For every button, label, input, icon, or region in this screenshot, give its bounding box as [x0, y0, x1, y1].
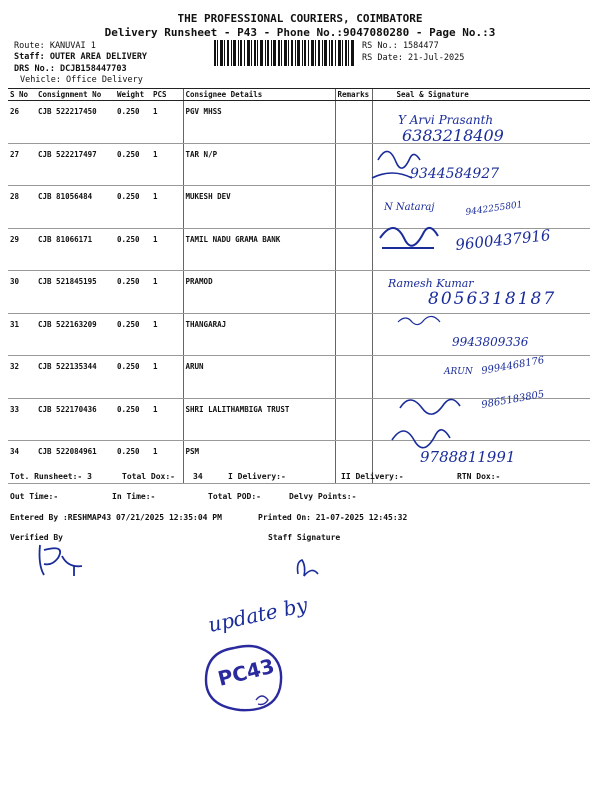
cell-pcs: 1 — [151, 441, 183, 484]
delvy-points-label: Delvy Points:- — [289, 492, 357, 501]
verified-by-label: Verified By — [10, 533, 63, 542]
cell-consignment: CJB 522135344 — [36, 356, 115, 399]
rs-date: RS Date: 21-Jul-2025 — [362, 53, 465, 63]
cell-pcs: 1 — [151, 271, 183, 314]
col-header-remarks: Remarks — [335, 89, 372, 101]
cell-sno: 33 — [8, 398, 36, 441]
cell-consignee: PSM — [183, 441, 335, 484]
sig-28-phone: 9442255801 — [465, 200, 524, 218]
vehicle-label: Vehicle: Office Delivery — [20, 75, 143, 85]
cell-consignment: CJB 522163209 — [36, 313, 115, 356]
cell-weight: 0.250 — [115, 271, 151, 314]
cell-consignee: TAMIL NADU GRAMA BANK — [183, 228, 335, 271]
rtn-dox-label: RTN Dox:- — [457, 472, 501, 481]
cell-weight: 0.250 — [115, 313, 151, 356]
cell-weight: 0.250 — [115, 101, 151, 144]
printed-on: Printed On: 21-07-2025 12:45:32 — [258, 513, 408, 522]
sig-27-phone: 9344584927 — [410, 166, 500, 182]
cell-weight: 0.250 — [115, 186, 151, 229]
col-header-weight: Weight — [115, 89, 151, 101]
total-dox-label: Total Dox:- — [122, 472, 175, 481]
cell-weight: 0.250 — [115, 143, 151, 186]
sig-30-phone: 8056318187 — [428, 289, 557, 309]
stamp-text: PC43 — [215, 653, 277, 691]
cell-consignment: CJB 522084961 — [36, 441, 115, 484]
cell-consignment: CJB 522170436 — [36, 398, 115, 441]
runsheet-subtitle: Delivery Runsheet - P43 - Phone No.:9047080280 - Page No.:3 — [104, 26, 496, 39]
sig-29-phone: 9600437916 — [454, 226, 552, 254]
col-header-pcs: PCS — [151, 89, 183, 101]
cell-sno: 27 — [8, 143, 36, 186]
cell-consignee: SHRI LALITHAMBIGA TRUST — [183, 398, 335, 441]
cell-consignment: CJB 522217450 — [36, 101, 115, 144]
i-delivery-label: I Delivery:- — [228, 472, 286, 481]
col-header-consignment: Consignment No — [36, 89, 115, 101]
total-dox-value: 34 — [193, 472, 203, 481]
cell-pcs: 1 — [151, 228, 183, 271]
cell-consignee: PGV MHSS — [183, 101, 335, 144]
cell-pcs: 1 — [151, 398, 183, 441]
cell-weight: 0.250 — [115, 441, 151, 484]
cell-pcs: 1 — [151, 356, 183, 399]
ii-delivery-label: II Delivery:- — [341, 472, 404, 481]
cell-consignment: CJB 81056484 — [36, 186, 115, 229]
cell-consignee: TAR N/P — [183, 143, 335, 186]
cell-sno: 34 — [8, 441, 36, 484]
cell-consignment: CJB 81066171 — [36, 228, 115, 271]
rs-number: RS No.: 1584477 — [362, 41, 439, 51]
sig-33-phone: 9865183805 — [480, 389, 546, 411]
cell-pcs: 1 — [151, 313, 183, 356]
cell-sno: 26 — [8, 101, 36, 144]
drs-number: DRS No.: DCJB158447703 — [14, 64, 127, 74]
company-title: THE PROFESSIONAL COURIERS, COIMBATORE — [177, 12, 423, 25]
sig-32-phone: 9994468176 — [480, 355, 546, 377]
cell-pcs: 1 — [151, 101, 183, 144]
cell-sno: 28 — [8, 186, 36, 229]
verified-signature — [40, 545, 83, 576]
entered-by: Entered By :RESHMAP43 07/21/2025 12:35:04 PM — [10, 513, 222, 522]
cell-consignment: CJB 522217497 — [36, 143, 115, 186]
staff-signature-label: Staff Signature — [268, 533, 341, 542]
cell-pcs: 1 — [151, 186, 183, 229]
cell-sno: 31 — [8, 313, 36, 356]
col-header-seal-signature: Seal & Signature — [372, 89, 590, 101]
in-time-label: In Time:- — [112, 492, 156, 501]
cell-sno: 29 — [8, 228, 36, 271]
cell-sno: 30 — [8, 271, 36, 314]
tot-runsheet: Tot. Runsheet:- 3 — [10, 472, 92, 481]
sig-30-name: Ramesh Kumar — [388, 277, 474, 290]
sig-31-phone: 9943809336 — [452, 335, 529, 349]
cell-consignee: ARUN — [183, 356, 335, 399]
sig-26-phone: 6383218409 — [402, 126, 504, 145]
cell-consignee: THANGARAJ — [183, 313, 335, 356]
cell-consignee: PRAMOD — [183, 271, 335, 314]
col-header-sno: S No — [8, 89, 36, 101]
stamp-mark — [256, 696, 268, 705]
sig-28-name: N Nataraj — [384, 202, 435, 213]
cell-weight: 0.250 — [115, 228, 151, 271]
route-label: Route: KANUVAI 1 — [14, 41, 96, 51]
cell-pcs: 1 — [151, 143, 183, 186]
cell-weight: 0.250 — [115, 356, 151, 399]
staff-signature-mark — [298, 560, 319, 576]
staff-label: Staff: OUTER AREA DELIVERY — [14, 52, 148, 62]
cell-consignment: CJB 521845195 — [36, 271, 115, 314]
sig-32-name: ARUN — [444, 367, 473, 377]
cell-sno: 32 — [8, 356, 36, 399]
cell-consignee: MUKESH DEV — [183, 186, 335, 229]
sig-26-name: Y Arvi Prasanth — [398, 113, 494, 127]
cell-weight: 0.250 — [115, 398, 151, 441]
out-time-label: Out Time:- — [10, 492, 59, 501]
total-pod-label: Total POD:- — [208, 492, 261, 501]
update-note: update by — [206, 592, 310, 637]
sig-34-phone: 9788811991 — [420, 448, 516, 466]
col-header-consignee: Consignee Details — [183, 89, 335, 101]
